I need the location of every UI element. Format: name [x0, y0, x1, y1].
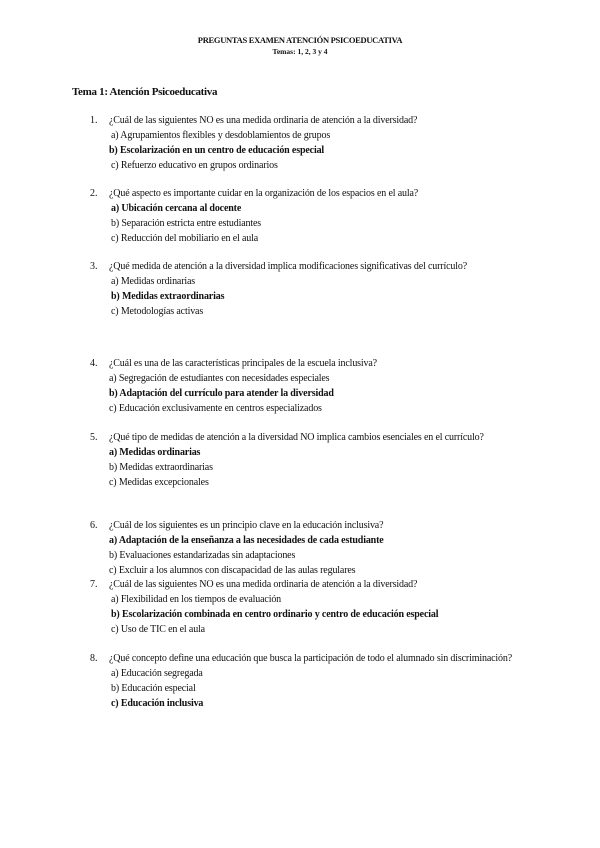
question-text: ¿Qué concepto define una educación que busca la participación de todo el alumnado sin discriminación?: [109, 653, 513, 664]
question-number: 5.: [90, 432, 98, 443]
answer-option-c: c) Excluir a los alumnos con discapacidad de las aulas regulares: [109, 565, 356, 576]
answer-option-a: a) Educación segregada: [111, 668, 203, 679]
question-8: [90, 651, 530, 711]
answer-option-b: b) Medidas extraordinarias: [109, 462, 213, 473]
question-text: ¿Cuál de las siguientes NO es una medida ordinaria de atención a la diversidad?: [109, 579, 418, 590]
answer-option-b: b) Separación estricta entre estudiantes: [111, 218, 262, 229]
answer-option-c: c) Metodologías activas: [111, 306, 204, 317]
answer-option-a: a) Segregación de estudiantes con necesidades especiales: [109, 373, 330, 384]
question-number: 2.: [90, 188, 98, 199]
answer-option-c: c) Medidas excepcionales: [109, 477, 209, 488]
question-2: [90, 186, 530, 246]
question-1: [90, 113, 530, 173]
page-header-subtitle: Temas: 1, 2, 3 y 4: [272, 47, 328, 56]
answer-option-c: c) Uso de TIC en el aula: [111, 624, 205, 635]
answer-option-b: b) Evaluaciones estandarizadas sin adaptaciones: [109, 550, 296, 561]
question-text: ¿Qué aspecto es importante cuidar en la organización de los espacios en el aula?: [109, 188, 419, 199]
answer-option-b: b) Educación especial: [111, 683, 196, 694]
answer-option-a-correct: a) Adaptación de la enseñanza a las necesidades de cada estudiante: [109, 535, 384, 546]
answer-option-a-correct: a) Ubicación cercana al docente: [111, 203, 242, 214]
answer-option-c: c) Reducción del mobiliario en el aula: [111, 233, 259, 244]
answer-option-c: c) Refuerzo educativo en grupos ordinarios: [111, 160, 278, 171]
question-number: 6.: [90, 520, 98, 531]
answer-option-a: a) Flexibilidad en los tiempos de evaluación: [111, 594, 282, 605]
answer-option-a: a) Agrupamientos flexibles y desdoblamientos de grupos: [111, 130, 331, 141]
question-text: ¿Qué tipo de medidas de atención a la diversidad NO implica cambios esenciales en el currículo?: [109, 432, 484, 443]
question-5: [90, 430, 530, 490]
question-text: ¿Cuál de las siguientes NO es una medida ordinaria de atención a la diversidad?: [109, 115, 418, 126]
page-header-title: PREGUNTAS EXAMEN ATENCIÓN PSICOEDUCATIVA: [197, 35, 403, 45]
question-3: [90, 259, 530, 319]
question-text: ¿Cuál es una de las características principales de la escuela inclusiva?: [109, 358, 377, 369]
question-number: 1.: [90, 115, 98, 126]
question-4: [90, 356, 530, 416]
answer-option-b-correct: b) Medidas extraordinarias: [111, 291, 225, 302]
question-number: 4.: [90, 358, 98, 369]
answer-option-a-correct: a) Medidas ordinarias: [109, 447, 201, 458]
question-text: ¿Cuál de los siguientes es un principio clave en la educación inclusiva?: [109, 520, 384, 531]
question-number: 3.: [90, 261, 98, 272]
section-title: Tema 1: Atención Psicoeducativa: [72, 86, 218, 98]
answer-option-c-correct: c) Educación inclusiva: [111, 698, 204, 709]
answer-option-c: c) Educación exclusivamente en centros especializados: [109, 403, 322, 414]
answer-option-b-correct: b) Adaptación del currículo para atender la diversidad: [109, 388, 334, 399]
answer-option-a: a) Medidas ordinarias: [111, 276, 196, 287]
question-number: 8.: [90, 653, 98, 664]
question-7: [90, 577, 530, 637]
question-number: 7.: [90, 579, 98, 590]
answer-option-b-correct: b) Escolarización combinada en centro ordinario y centro de educación especial: [111, 609, 439, 620]
question-text: ¿Qué medida de atención a la diversidad implica modificaciones significativas del currículo?: [109, 261, 468, 272]
answer-option-b-correct: b) Escolarización en un centro de educación especial: [109, 145, 325, 156]
question-6: [90, 518, 530, 578]
